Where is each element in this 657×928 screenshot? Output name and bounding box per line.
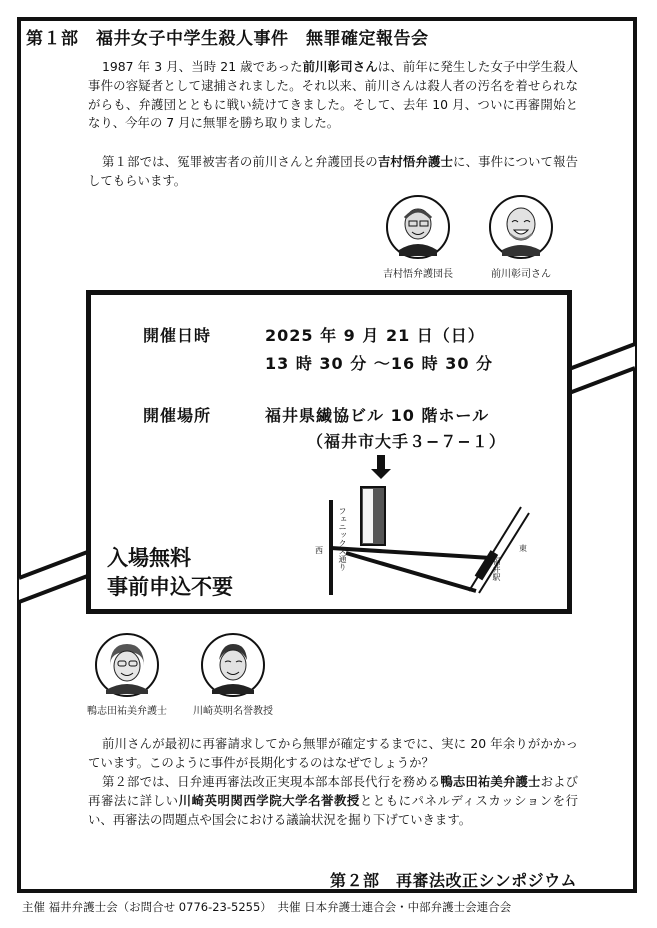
event-info-box — [86, 290, 572, 614]
speaker-label: 川崎英明名誉教授 — [193, 706, 273, 717]
date-value: 2025 年 9 月 21 日（日） — [265, 326, 485, 345]
part1-title: 第１部 福井女子中学生殺人事件 無罪確定報告会 — [26, 29, 429, 49]
part2-title: 第２部 再審法改正シンポジウム — [330, 871, 577, 890]
part1-paragraph-1: 1987 年 3 月、当時 21 歳であった前川彰司さんは、前年に発生した女子中学生殺人事件の容疑者として逮捕されました。それ以来、前川さんは殺人者の汚名を着せられながらも、弁護団とともに戦い続けてきました。そして、去年 10 月、ついに再審開始となり、今年の 7 月に無罪を勝ち取りました。 — [88, 59, 579, 131]
admission-free: 入場無料 — [107, 545, 191, 570]
portrait-icon — [385, 194, 451, 260]
organizer-footer: 主催 福井弁護士会（お問合せ 0776-23-5255） 共催 日本弁護士連合会・中部弁護士会連合会 — [22, 900, 512, 914]
portrait-icon — [200, 632, 266, 698]
venue-name: 福井県繊協ビル 10 階ホール — [265, 406, 490, 425]
portrait-icon — [488, 194, 554, 260]
part2-paragraph-2: 第２部では、日弁連再審法改正実現本部本部長代行を務める鴨志田祐美弁護士および再審法に詳しい川崎英明関西学院大学名誉教授とともにパネルディスカッションを行い、再審法の問題点や国会における議論状況を掘り下げていきます。 — [88, 774, 579, 827]
map-street-label: フェニックス通り — [338, 507, 347, 571]
portrait-icon — [94, 632, 160, 698]
venue-address: （福井市大手３−７−１） — [307, 432, 506, 451]
map-station-label: 福井駅 — [492, 557, 501, 581]
no-registration: 事前申込不要 — [107, 574, 233, 599]
speaker-label: 前川彰司さん — [491, 269, 551, 280]
location-arrow-icon — [371, 455, 391, 479]
venue-label: 開催場所 — [143, 406, 212, 425]
map-west-label: 西 — [315, 546, 323, 555]
speaker-label: 吉村悟弁護団長 — [383, 269, 453, 280]
part2-paragraph-1: 前川さんが最初に再審請求してから無罪が確定するまでに、実に 20 年余りがかかっています。このように事件が長期化するのはなぜでしょうか？ — [88, 736, 578, 770]
speaker-label: 鴨志田祐美弁護士 — [87, 706, 167, 717]
date-label: 開催日時 — [143, 326, 212, 345]
part1-paragraph-2: 第１部では、冤罪被害者の前川さんと弁護団長の吉村悟弁護士に、事件について報告してもらいます。 — [88, 154, 579, 188]
map-east-label: 東 — [519, 544, 527, 553]
time-value: 13 時 30 分 ～16 時 30 分 — [265, 354, 494, 373]
